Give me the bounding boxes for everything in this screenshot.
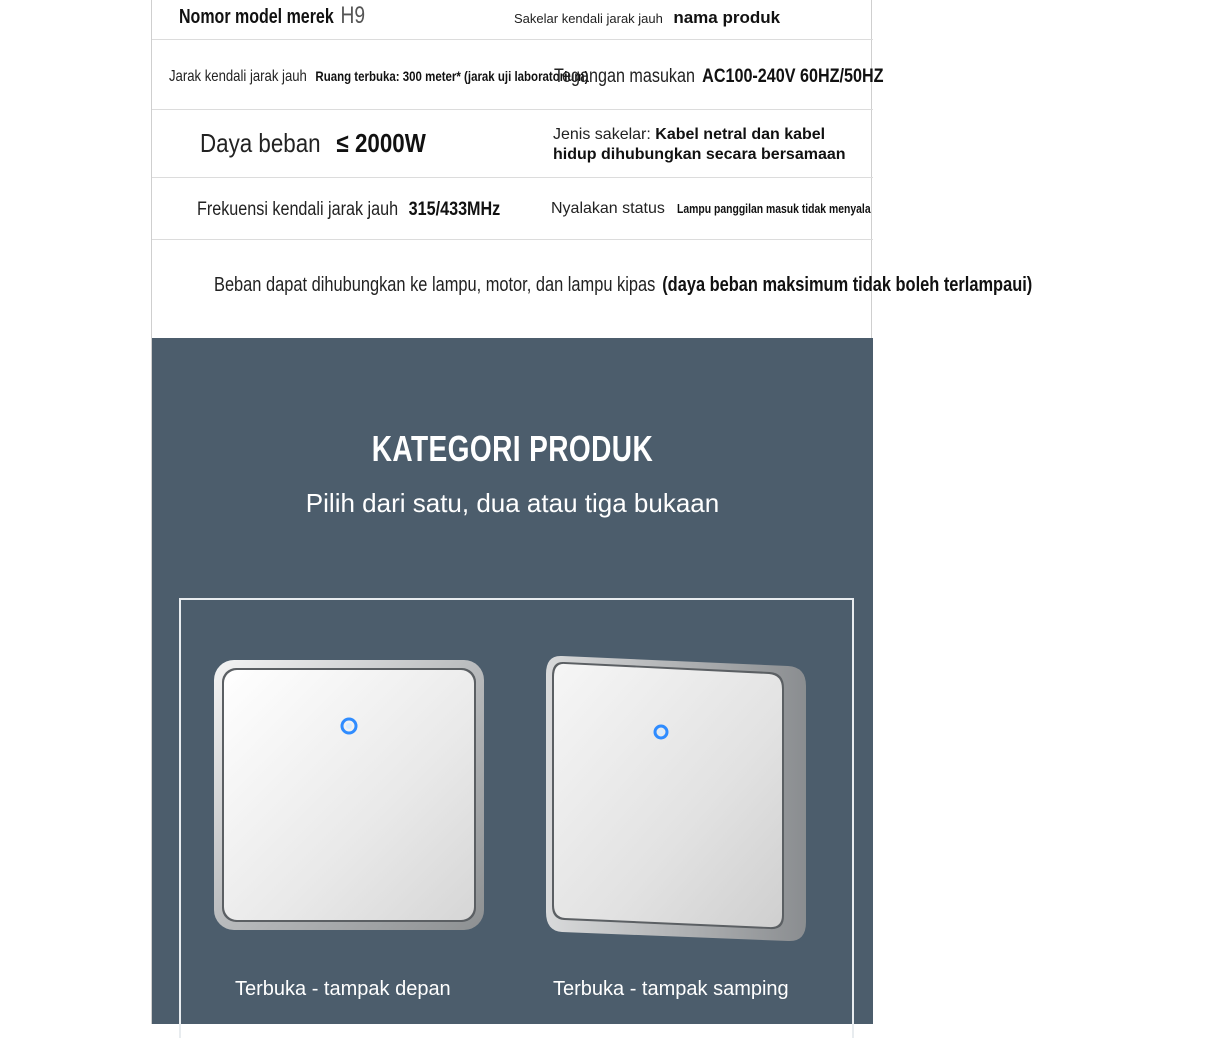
frequency-value: 315/433MHz (408, 199, 501, 220)
status-value: Lampu panggilan masuk tidak menyala (677, 201, 871, 216)
note-bold: (daya beban maksimum tidak boleh terlampaui) (662, 274, 1033, 296)
model-label: Nomor model merek (179, 6, 334, 28)
switch-side-image (544, 654, 810, 944)
note-text: Beban dapat dihubungkan ke lampu, motor, dan lampu kipas (214, 274, 656, 296)
model-cell (179, 2, 412, 30)
product-page (151, 0, 1033, 1024)
category-title: KATEGORI PRODUK (371, 428, 654, 469)
switch-front-image (212, 658, 488, 934)
status-cell (551, 200, 919, 218)
note-cell (214, 274, 1212, 297)
spec-table (152, 0, 1033, 338)
status-label: Nyalakan status (551, 200, 665, 217)
category-subtitle: Pilih dari satu, dua atau tiga bukaan (305, 488, 720, 518)
row-divider (152, 177, 873, 178)
row-divider (152, 109, 873, 110)
switch-type-value-1: Kabel netral dan kabel (655, 126, 826, 143)
switch-type-label: Jenis sakelar: (553, 126, 651, 143)
switch-type-cell (553, 125, 846, 165)
voltage-label: Tegangan masukan (554, 66, 695, 87)
voltage-value: AC100-240V 60HZ/50HZ (702, 66, 884, 87)
product-value: nama produk (673, 8, 781, 27)
product-label: Sakelar kendali jarak jauh (514, 11, 663, 26)
load-label: Daya beban (200, 128, 321, 158)
frequency-cell (197, 199, 554, 221)
load-value: ≤ 2000W (336, 128, 426, 158)
model-value: H9 (340, 2, 366, 29)
frequency-label: Frekuensi kendali jarak jauh (197, 199, 399, 220)
row-divider (152, 39, 873, 40)
load-cell (200, 128, 463, 159)
voltage-cell (554, 66, 942, 88)
range-label: Jarak kendali jarak jauh (169, 68, 307, 85)
range-value: Ruang terbuka: 300 meter* (jarak uji laboratorium) (315, 68, 589, 84)
side-caption: Terbuka - tampak samping (553, 978, 789, 1000)
category-panel (152, 338, 873, 1024)
front-caption: Terbuka - tampak depan (235, 978, 451, 1000)
row-divider (152, 239, 873, 240)
switch-type-value-2: hidup dihubungkan secara bersamaan (553, 146, 846, 163)
product-cell (514, 8, 780, 28)
